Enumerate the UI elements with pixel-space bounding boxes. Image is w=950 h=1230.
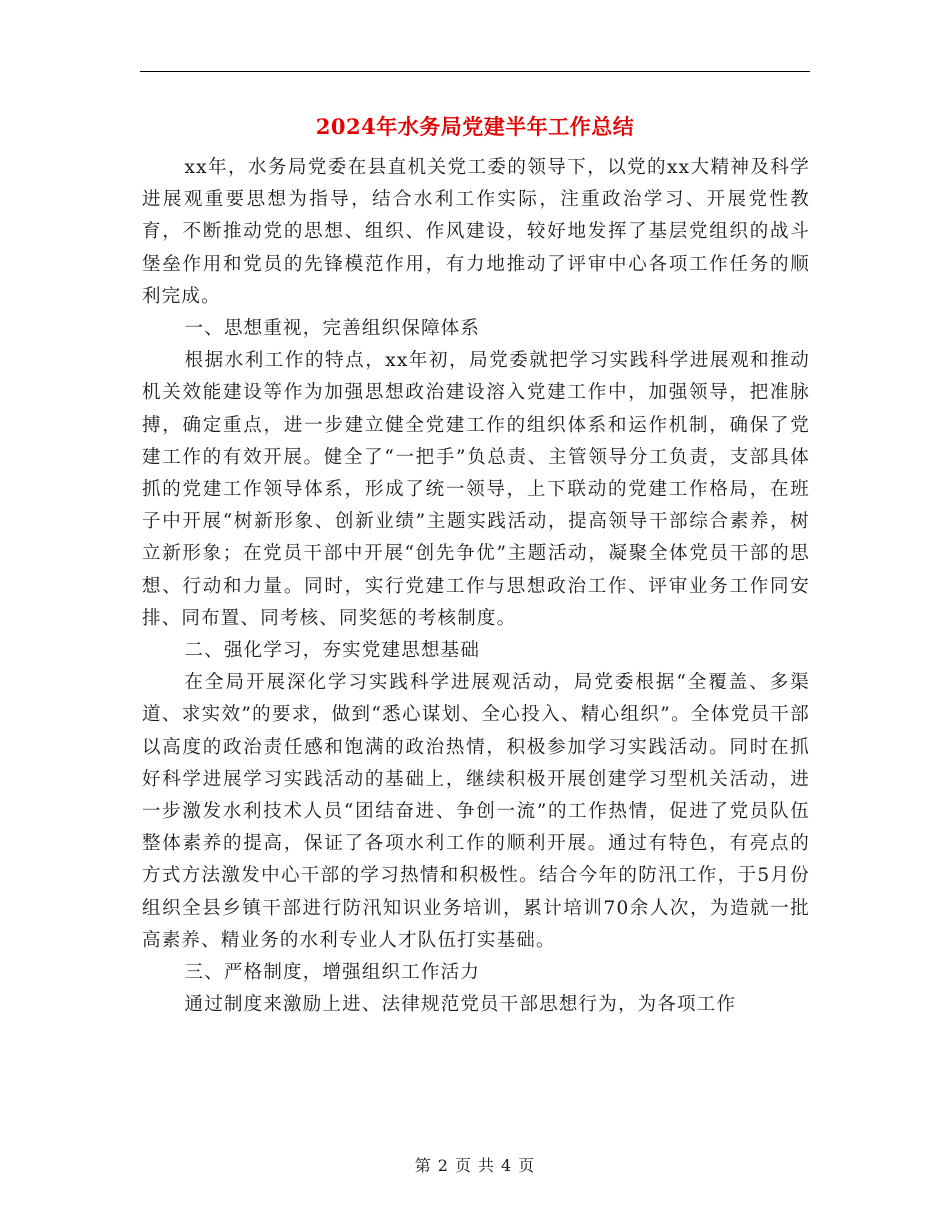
header-rule <box>140 71 810 72</box>
document-body <box>142 152 810 1021</box>
section-heading-3: 三、严格制度，增强组织工作活力 <box>184 962 481 984</box>
footer-middle: 页 共 <box>454 1156 496 1175</box>
footer-current-page: 2 <box>437 1156 449 1175</box>
paragraph-section-1: 根据水利工作的特点，xx年初，局党委就把学习实践科学进展观和推动机关效能建设等作为加强思想政治建设溶入党建工作中，加强领导，把准脉搏，确定重点，进一步建立健全党建工作的组织体系和运作机制，确保了党建工作的有效开展。健全了“一把手”负总责、主管领导分工负责，支部具体抓的党建工作领导体系，形成了统一领导，上下联动的党建工作格局，在班子中开展“树新形象、创新业绩”主题实践活动，提高领导干部综合素养，树立新形象；在党员干部中开展“创先争优”主题活动，凝聚全体党员干部的思想、行动和力量。同时，实行党建工作与思想政治工作、评审业务工作同安排、同布置、同考核、同奖惩的考核制度。 <box>142 350 810 629</box>
document-title: 2024年水务局党建半年工作总结 <box>315 114 635 139</box>
footer-suffix: 页 <box>518 1156 536 1175</box>
section-heading-2: 二、强化学习，夯实党建思想基础 <box>184 640 481 662</box>
page-footer <box>0 1153 950 1176</box>
footer-prefix: 第 <box>414 1156 432 1175</box>
paragraph-intro: xx年，水务局党委在县直机关党工委的领导下，以党的xx大精神及科学进展观重要思想为指导，结合水利工作实际，注重政治学习、开展党性教育，不断推动党的思想、组织、作风建设，较好地发挥了基层党组织的战斗堡垒作用和党员的先锋模范作用，有力地推动了评审中心各项工作任务的顺利完成。 <box>142 157 810 307</box>
paragraph-section-2: 在全局开展深化学习实践科学进展观活动，局党委根据“全覆盖、多渠道、求实效”的要求，做到“悉心谋划、全心投入、精心组织”。全体党员干部以高度的政治责任感和饱满的政治热情，积极参加学习实践活动。同时在抓好科学进展学习实践活动的基础上，继续积极开展创建学习型机关活动，进一步激发水利技术人员“团结奋进、争创一流”的工作热情，促进了党员队伍整体素养的提高，保证了各项水利工作的顺利开展。通过有特色，有亮点的方式方法激发中心干部的学习热情和积极性。结合今年的防汛工作，于5月份组织全县乡镇干部进行防汛知识业务培训，累计培训70余人次，为造就一批高素养、精业务的水利专业人才队伍打实基础。 <box>142 672 810 951</box>
paragraph-section-3: 通过制度来激励上进、法律规范党员干部思想行为，为各项工作 <box>184 994 737 1016</box>
footer-total-pages: 4 <box>501 1156 513 1175</box>
section-heading-1: 一、思想重视，完善组织保障体系 <box>184 318 481 340</box>
